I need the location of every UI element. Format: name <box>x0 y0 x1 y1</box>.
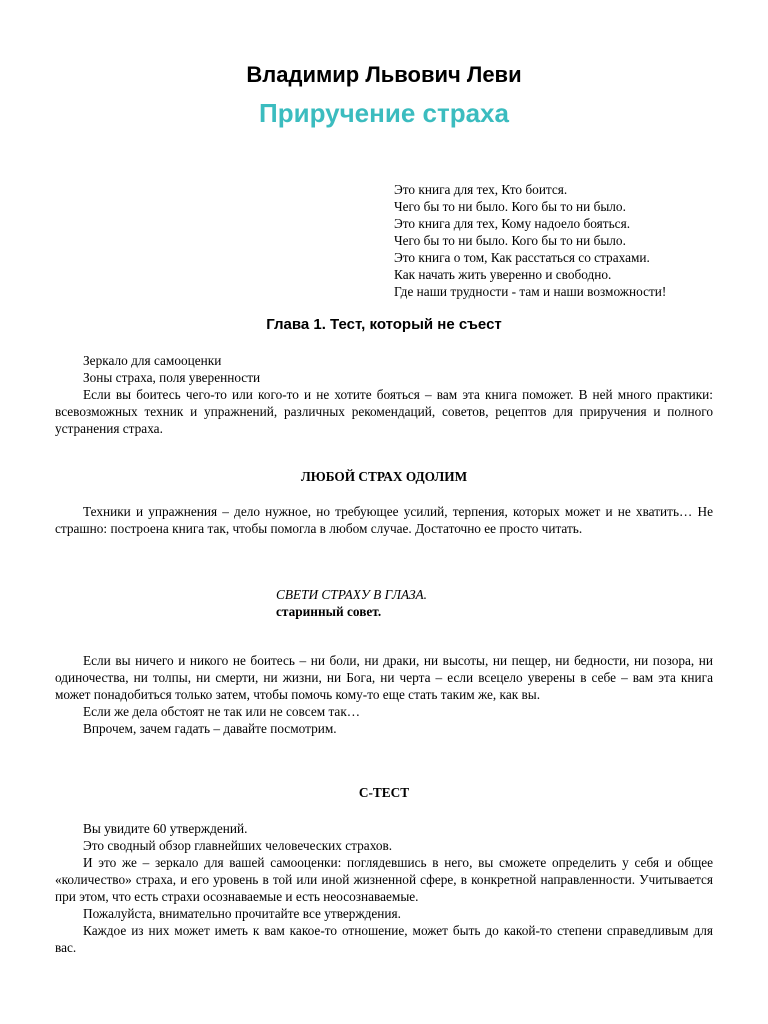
section2-block <box>55 652 713 737</box>
epigraph-line: Чего бы то ни было. Кого бы то ни было. <box>394 233 626 248</box>
section2-paragraph: Если вы ничего и никого не боитесь – ни боли, ни драки, ни высоты, ни пещер, ни бедности, ни позора, ни одиночества, ни толпы, ни смерти, ни жизни, ни Бога, ни черта – если всецело уверены в себе – вам эта книга может понадобиться только затем, чтобы помочь кому-то еще стать таким же, как вы. <box>55 653 713 702</box>
quote-block <box>276 586 427 620</box>
section3-paragraph: Каждое из них может иметь к вам какое-то отношение, может быть до какой-то степени справедливым для вас. <box>55 923 713 955</box>
section1-paragraph: Техники и упражнения – дело нужное, но требующее усилий, терпения, которых может и не хватить… Не страшно: построена книга так, чтобы помогла в любом случае. Достаточно ее просто читать. <box>55 504 713 536</box>
section3-paragraph: Пожалуйста, внимательно прочитайте все утверждения. <box>83 906 401 921</box>
section3-paragraph: Это сводный обзор главнейших человеческих страхов. <box>83 838 393 853</box>
section-heading: С-ТЕСТ <box>358 785 410 800</box>
epigraph-line: Это книга о том, Как расстаться со страхами. <box>394 250 650 265</box>
section2-paragraph: Если же дела обстоят не так или не совсем так… <box>83 704 361 719</box>
intro-paragraph: Если вы боитесь чего-то или кого-то и не хотите бояться – вам эта книга поможет. В ней много практики: всевозможных техник и упражнений, различных рекомендаций, советов, рецептов для приручения и полного устранения страха. <box>55 387 713 436</box>
epigraph-line: Где наши трудности - там и наши возможности! <box>394 284 667 299</box>
epigraph-line: Это книга для тех, Кто боится. <box>394 182 568 197</box>
section2-paragraph: Впрочем, зачем гадать – давайте посмотрим. <box>83 721 337 736</box>
epigraph-line: Чего бы то ни было. Кого бы то ни было. <box>394 199 626 214</box>
intro-line: Зоны страха, поля уверенности <box>83 370 261 385</box>
section-heading: ЛЮБОЙ СТРАХ ОДОЛИМ <box>300 469 468 484</box>
intro-block <box>55 352 713 437</box>
section3-paragraph: И это же – зеркало для вашей самооценки: поглядевшись в него, вы сможете определить у себя и общее «количество» страха, и его уровень в той или иной жизненной сфере, в конкретной направленности. Учитывается при этом, что есть страхи осознаваемые и есть неосознаваемые. <box>55 855 713 904</box>
quote-source: старинный совет. <box>276 604 382 619</box>
chapter-title: Глава 1. Тест, который не съест <box>266 316 502 333</box>
author-name: Владимир Львович Леви <box>246 62 522 87</box>
section3-block <box>55 820 713 956</box>
epigraph <box>394 181 666 300</box>
quote-text: СВЕТИ СТРАХУ В ГЛАЗА. <box>276 587 427 602</box>
epigraph-line: Это книга для тех, Кому надоело бояться. <box>394 216 631 231</box>
section1-block <box>55 503 713 537</box>
intro-line: Зеркало для самооценки <box>83 353 222 368</box>
book-title: Приручение страха <box>259 98 509 128</box>
epigraph-line: Как начать жить уверенно и свободно. <box>394 267 612 282</box>
section3-paragraph: Вы увидите 60 утверждений. <box>83 821 248 836</box>
